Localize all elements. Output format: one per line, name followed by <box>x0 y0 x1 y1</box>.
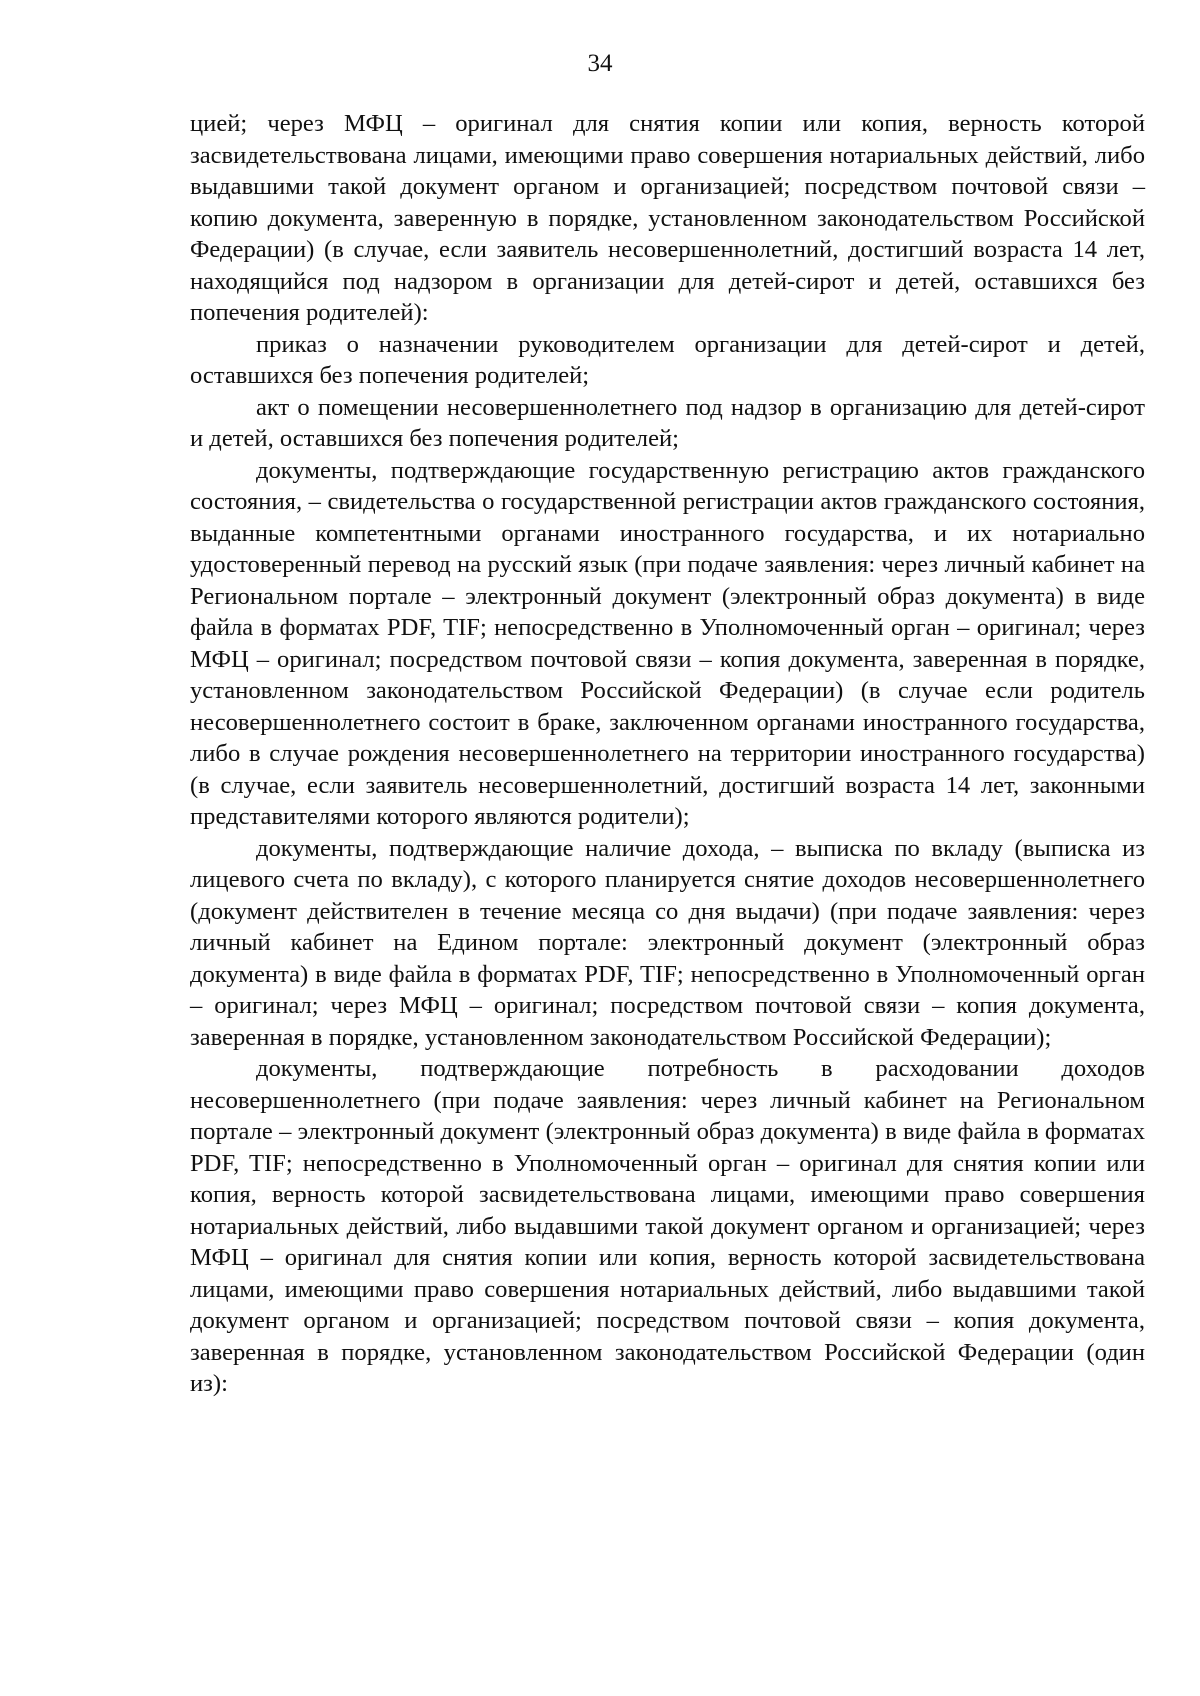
document-body <box>190 108 1145 1400</box>
paragraph-income-documents: документы, подтверждающие наличие дохода, – выписка по вкладу (выписка из лицевого счета по вкладу), с которого планируется снятие доходов несовершеннолетнего (документ действителен в течение месяца со дня выдачи) (при подаче заявления: через личный кабинет на Едином портале: электронный документ (электронный образ документа) в виде файла в форматах PDF, TIF; непосредственно в Уполномоченный орган – оригинал; через МФЦ – оригинал; посредством почтовой связи – копия документа, заверенная в порядке, установленном законодательством Российской Федерации); <box>190 834 1145 1051</box>
paragraph-continuation: цией; через МФЦ – оригинал для снятия копии или копия, верность которой засвидетельствована лицами, имеющими право совершения нотариальных действий, либо выдавшими такой документ органом и организацией; посредством почтовой связи – копию документа, заверенную в порядке, установленном законодательством Российской Федерации) (в случае, если заявитель несовершеннолетний, достигший возраста 14 лет, находящийся под надзором в организации для детей-сирот и детей, оставшихся без попечения родителей): <box>190 110 1145 326</box>
paragraph-civil-status-documents: документы, подтверждающие государственную регистрацию актов гражданского состояния, – свидетельства о государственной регистрации актов гражданского состояния, выданные компетентными органами иностранного государства, и их нотариально удостоверенный перевод на русский язык (при подаче заявления: через личный кабинет на Региональном портале – электронный документ (электронный образ документа) в виде файла в форматах PDF, TIF; непосредственно в Уполномоченный орган – оригинал; через МФЦ – оригинал; посредством почтовой связи – копия документа, заверенная в порядке, установленном законодательством Российской Федерации) (в случае если родитель несовершеннолетнего состоит в браке, заключенном органами иностранного государства, либо в случае рождения несовершеннолетнего на территории иностранного государства) (в случае, если заявитель несовершеннолетний, достигший возраста 14 лет, законными представителями которого являются родители); <box>190 456 1145 830</box>
page-number: 34 <box>587 50 613 77</box>
paragraph-order-appointment: приказ о назначении руководителем организации для детей-сирот и детей, оставшихся без попечения родителей; <box>190 330 1145 389</box>
paragraph-placement-act: акт о помещении несовершеннолетнего под надзор в организацию для детей-сирот и детей, оставшихся без попечения родителей; <box>190 393 1145 452</box>
paragraph-expense-need-documents: документы, подтверждающие потребность в расходовании доходов несовершеннолетнего (при подаче заявления: через личный кабинет на Региональном портале – электронный документ (электронный образ документа) в виде файла в форматах PDF, TIF; непосредственно в Уполномоченный орган – оригинал для снятия копии или копия, верность которой засвидетельствована лицами, имеющими право совершения нотариальных действий, либо выдавшими такой документ органом и организацией; через МФЦ – оригинал для снятия копии или копия, верность которой засвидетельствована лицами, имеющими право совершения нотариальных действий, либо выдавшими такой документ органом и организацией; посредством почтовой связи – копия документа, заверенная в порядке, установленном законодательством Российской Федерации (один из): <box>190 1055 1145 1397</box>
